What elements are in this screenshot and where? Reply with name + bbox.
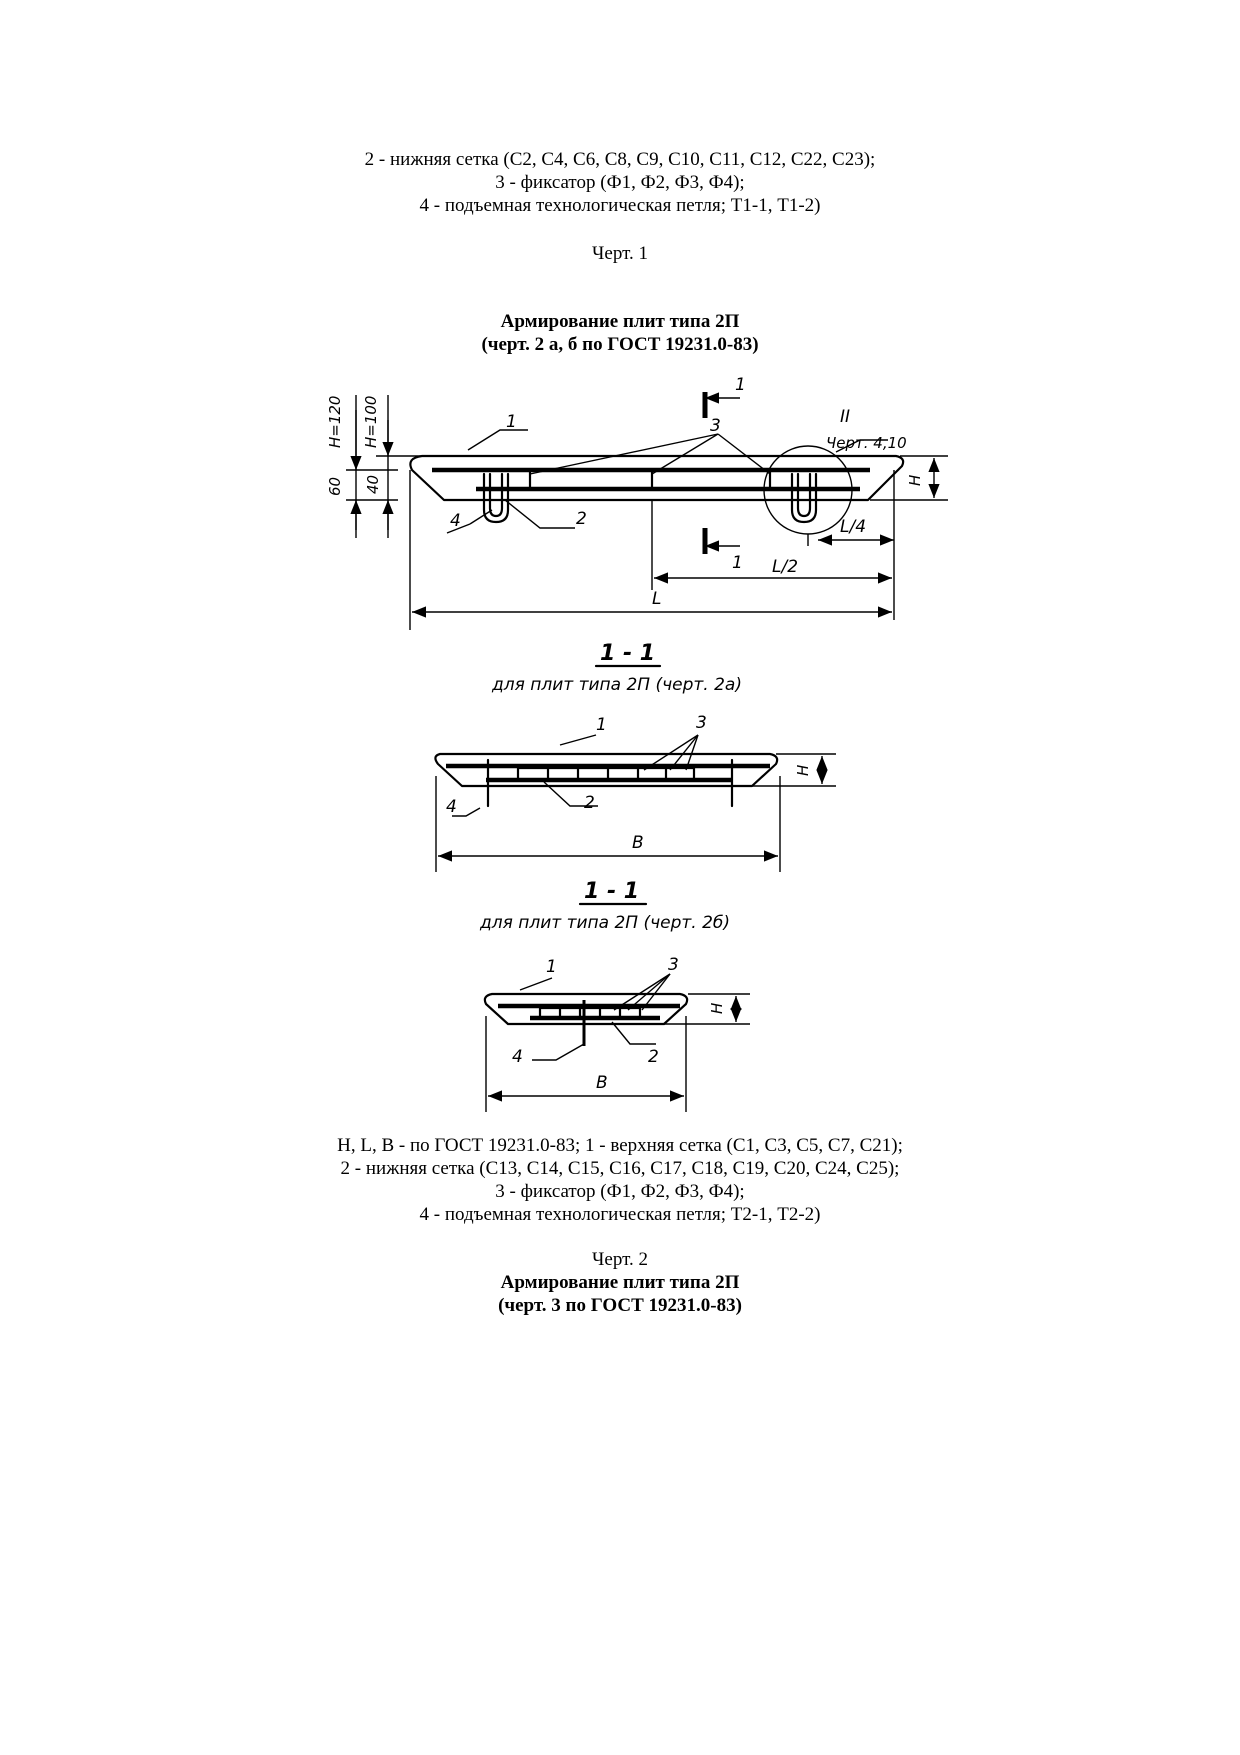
section-b-title: 1 - 1 xyxy=(584,879,640,904)
pos-4-b: 4 xyxy=(512,1047,523,1067)
bottom-legend-line-4: 4 - подъемная технологическая петля; Т2-1, Т2-2) xyxy=(419,1204,821,1225)
legend-line-3: 3 - фиксатор (Ф1, Ф2, Ф3, Ф4); xyxy=(495,172,745,193)
detail-ref: Черт. 4,10 xyxy=(826,434,907,452)
pos-3-long: 3 xyxy=(710,416,721,436)
section-2-title: Армирование плит типа 2П xyxy=(500,311,740,332)
dim-L2: L/2 xyxy=(772,557,799,577)
section-a xyxy=(435,641,836,872)
figure-1-caption-text: Черт. 1 xyxy=(592,243,648,264)
bottom-legend xyxy=(0,1134,1240,1226)
dim-H-a: H xyxy=(794,764,812,776)
bottom-legend-line-2: 2 - нижняя сетка (С13, С14, С15, С16, С17, С18, С19, С20, С24, С25); xyxy=(340,1158,900,1179)
section-b xyxy=(479,879,750,1112)
dim-h120: H=120 xyxy=(326,395,344,448)
pos-3-b: 3 xyxy=(668,955,679,975)
dim-60: 60 xyxy=(326,476,344,496)
pos-2-a: 2 xyxy=(584,793,595,813)
section-mark-bottom: 1 xyxy=(732,553,743,573)
lifting-loop-left xyxy=(484,474,508,522)
figure-2-caption-text: Черт. 2 xyxy=(592,1249,648,1270)
dim-B-b: В xyxy=(596,1073,608,1093)
dim-L: L xyxy=(652,589,662,609)
section-3-title: Армирование плит типа 2П xyxy=(500,1272,740,1293)
dim-40: 40 xyxy=(364,474,382,494)
section-a-caption: для плит типа 2П (черт. 2а) xyxy=(492,675,742,695)
pos-1-b: 1 xyxy=(546,957,557,977)
pos-4-a: 4 xyxy=(446,797,457,817)
pos-1-a: 1 xyxy=(596,715,607,735)
pos-1-long: 1 xyxy=(506,412,517,432)
dim-L4: L/4 xyxy=(840,517,867,537)
dim-H-long: H xyxy=(906,474,924,486)
section-b-caption: для плит типа 2П (черт. 2б) xyxy=(480,913,731,933)
bottom-legend-line-1: H, L, B - по ГОСТ 19231.0-83; 1 - верхняя сетка (С1, С3, С5, С7, С21); xyxy=(337,1135,903,1156)
section-2-subtitle: (черт. 2 а, б по ГОСТ 19231.0-83) xyxy=(481,334,759,355)
pos-3-a: 3 xyxy=(696,713,707,733)
section-3-subtitle: (черт. 3 по ГОСТ 19231.0-83) xyxy=(498,1295,742,1316)
pos-2-long: 2 xyxy=(576,509,587,529)
detail-mark: II xyxy=(840,407,851,427)
dim-H-b: H xyxy=(708,1002,726,1014)
dim-B-a: В xyxy=(632,833,644,853)
section-a-title: 1 - 1 xyxy=(600,641,656,666)
legend-line-4: 4 - подъемная технологическая петля; Т1-1, Т1-2) xyxy=(419,195,821,216)
section-mark-top: 1 xyxy=(735,375,746,395)
longitudinal-view xyxy=(326,375,948,630)
lifting-loop-right xyxy=(792,474,816,522)
pos-4-long: 4 xyxy=(450,511,461,531)
legend-line-2: 2 - нижняя сетка (С2, С4, С6, С8, С9, С10, С11, С12, С22, С23); xyxy=(364,149,876,170)
pos-2-b: 2 xyxy=(648,1047,659,1067)
dim-h100: H=100 xyxy=(362,395,380,448)
figure-2-caption xyxy=(0,1248,1240,1271)
section-3-heading xyxy=(0,1271,1240,1317)
bottom-legend-line-3: 3 - фиксатор (Ф1, Ф2, Ф3, Ф4); xyxy=(495,1181,745,1202)
